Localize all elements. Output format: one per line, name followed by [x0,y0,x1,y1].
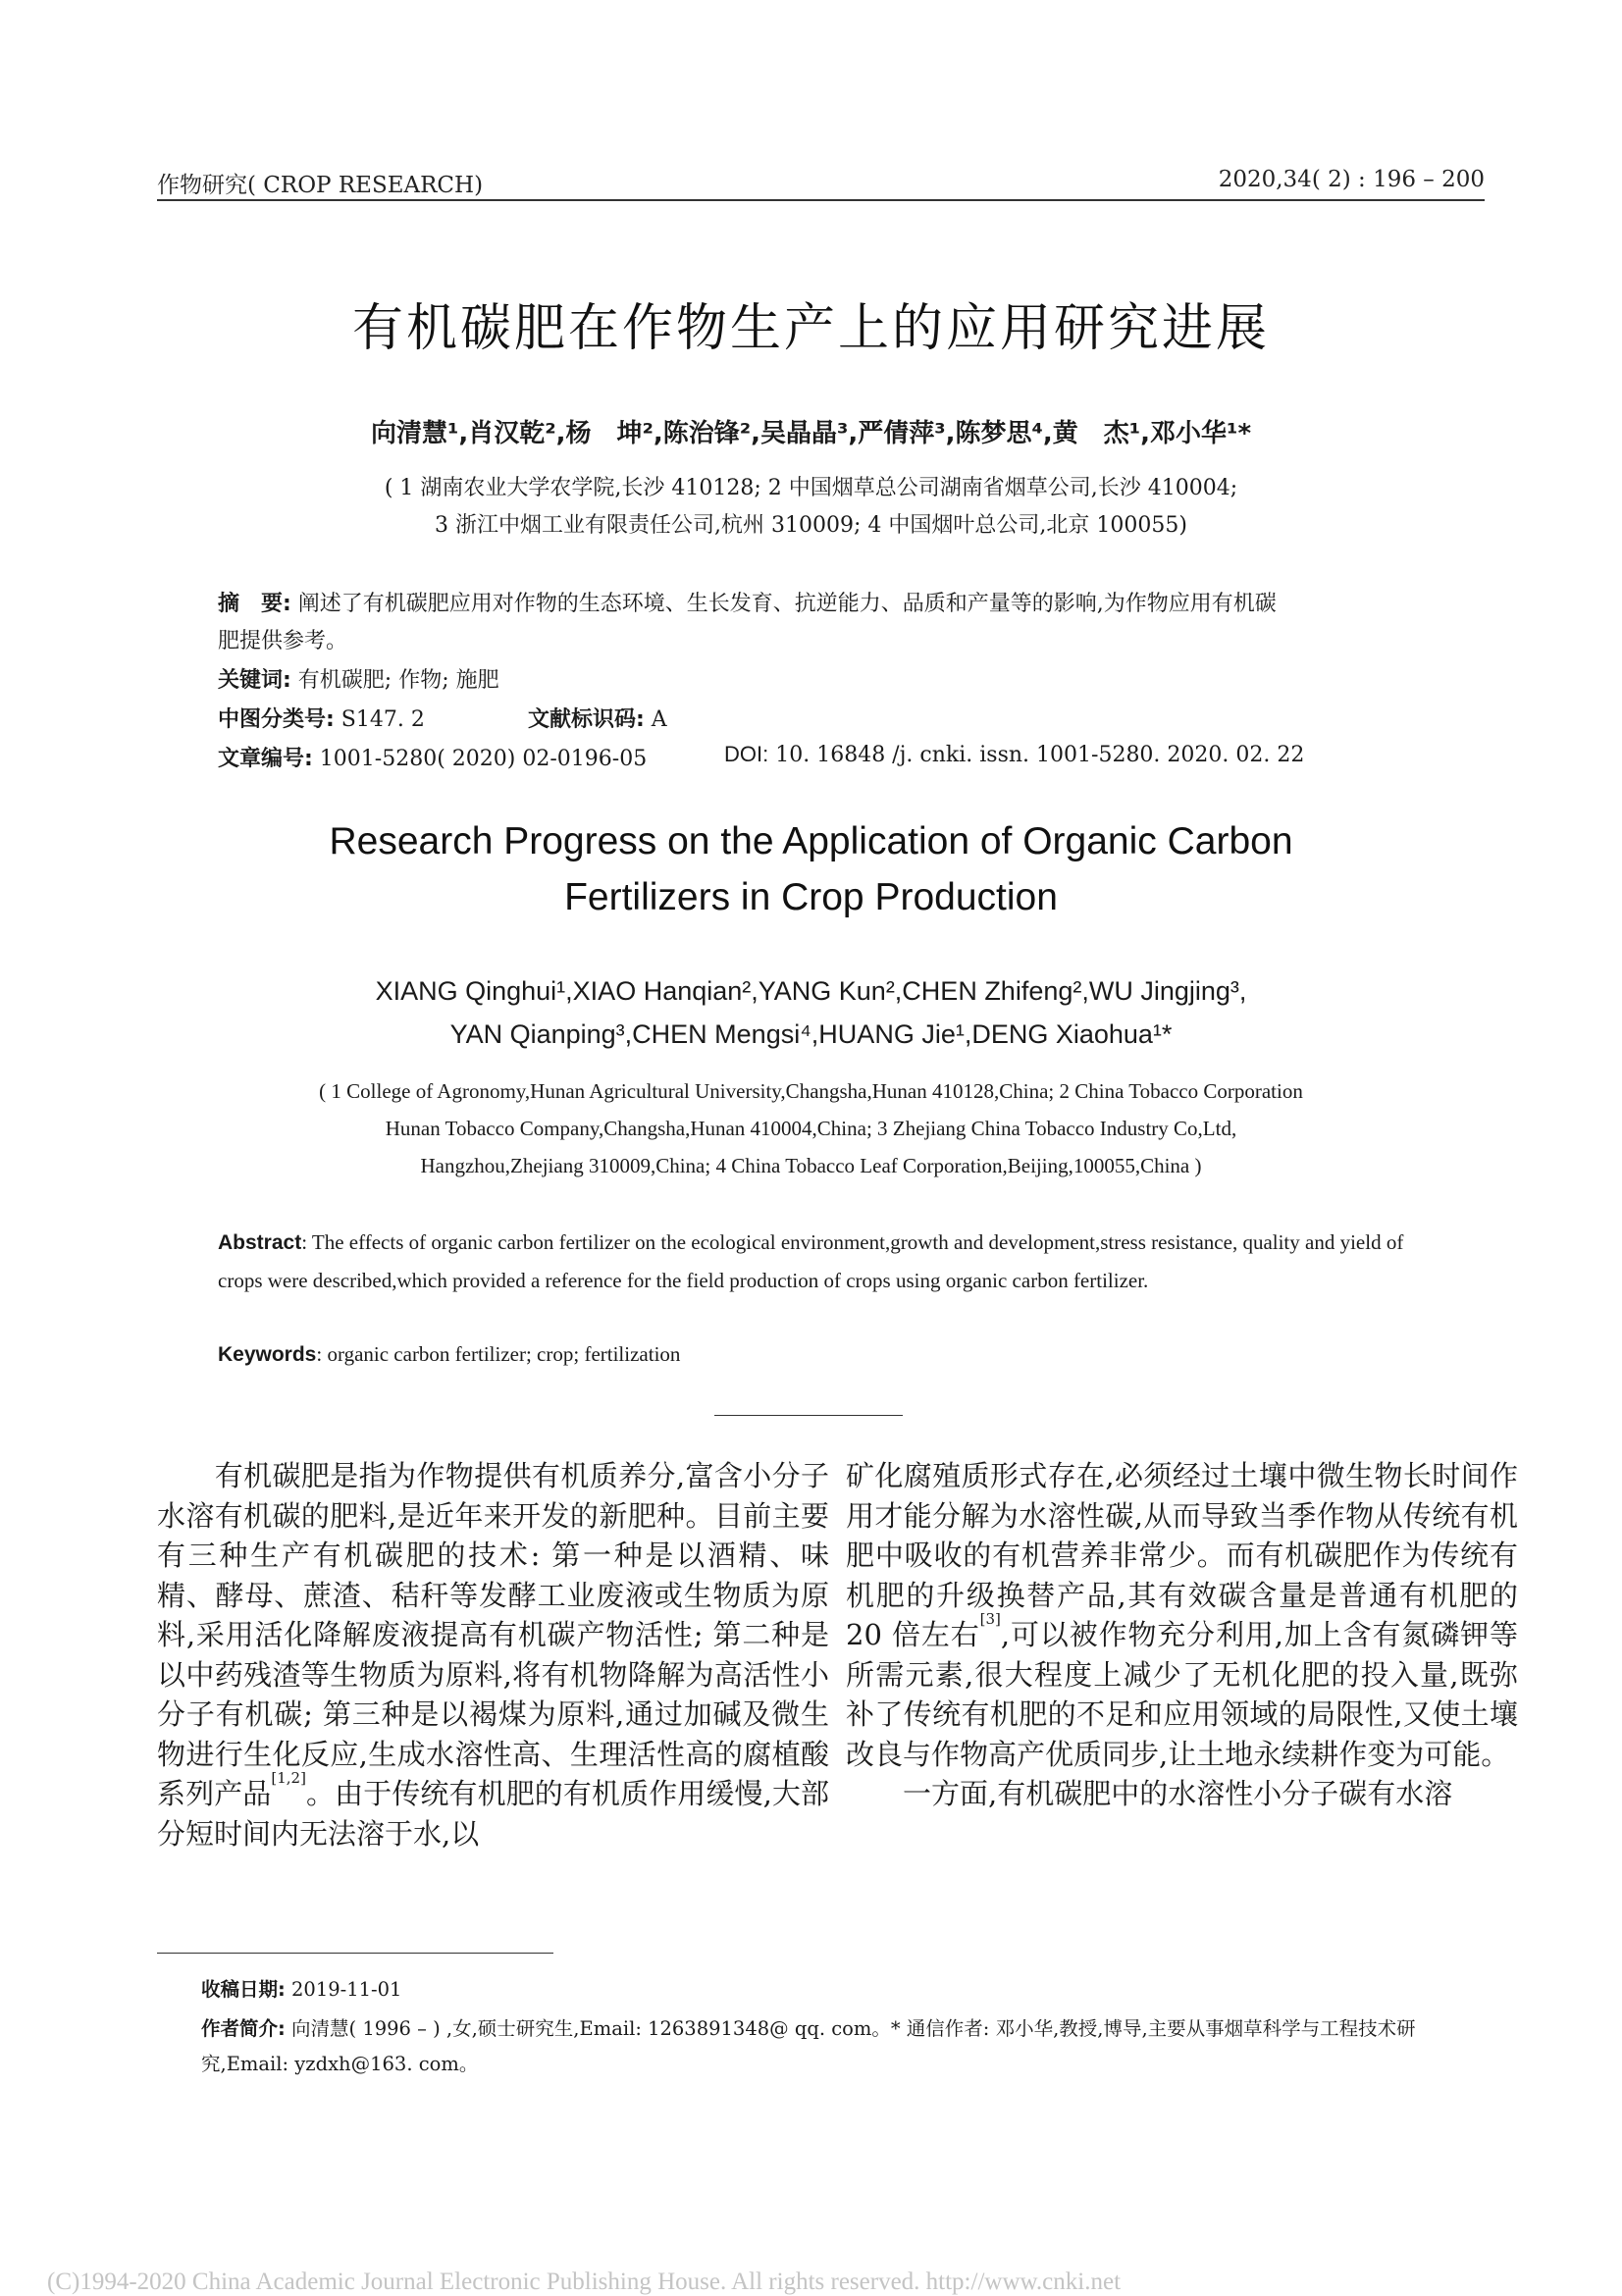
body-right-text-b: ,可以被作物充分利用,加上含有氮磷钾等所需元素,很大程度上减少了无机化肥的投入量,既弥补了传统有机肥的不足和应用领域的局限性,又使土壤改良与作物高产优质同步,让土地永续耕作变为可能。 [846,1618,1518,1771]
chinese-abstract-text-1: 阐述了有机碳肥应用对作物的生态环境、生长发育、抗逆能力、品质和产量等的影响,为作物应用有机碳 [290,592,1277,616]
header-rule [157,199,1485,201]
english-title-line-1: Research Progress on the Application of Organic Carbon [329,820,1293,862]
english-affiliation-line-2: Hunan Tobacco Company,Changsha,Hunan 410004,China; 3 Zhejiang China Tobacco Industry Co,Ltd, [385,1117,1237,1140]
english-keywords-value: : organic carbon fertilizer; crop; fertilization [316,1342,681,1366]
english-title-line-2: Fertilizers in Crop Production [564,876,1058,918]
doi-value: 10. 16848 /j. cnki. issn. 1001-5280. 2020. 02. 22 [768,743,1305,767]
document-code-value: A [644,707,667,732]
clc-value: S147. 2 [334,707,425,732]
citation-info: 2020,34( 2) : 196 – 200 [1218,167,1485,192]
english-authors-line-1: XIANG Qinghui¹,XIAO Hanqian²,YANG Kun²,CHEN Zhifeng²,WU Jingjing³, [375,976,1247,1006]
body-paragraph-1-continued [846,1456,1518,1774]
body-paragraph-1 [157,1456,829,1853]
chinese-title: 有机碳肥在作物生产上的应用研究进展 [351,299,1270,358]
received-value: 2019-11-01 [285,1978,402,2001]
section-separator [714,1415,903,1416]
journal-name: 作物研究( CROP RESEARCH) [157,173,484,198]
body-right-column [846,1456,1518,1814]
chinese-authors: 向清慧¹,肖汉乾²,杨 坤²,陈治锋²,吴晶晶³,严倩萍³,陈梦思⁴,黄 杰¹,邓小华¹* [370,419,1252,448]
chinese-keywords [218,663,499,694]
body-right-text-a: 矿化腐殖质形式存在,必须经过土壤中微生物长时间作用才能分解为水溶性碳,从而导致当季作物从传统有机肥中吸收的有机营养非常少。而有机碳肥作为传统有机肥的升级换替产品,其有效碳含量是普通有机肥的 20 倍左右 [846,1459,1518,1651]
english-keywords [218,1335,1425,1374]
citation-1-2: [1,2] [271,1769,306,1787]
citation-3: [3] [979,1610,1001,1628]
copyright-notice: (C)1994-2020 China Academic Journal Electronic Publishing House. All rights reserved. http://www.cnki.net [47,2269,1122,2295]
chinese-keywords-value: 有机碳肥; 作物; 施肥 [290,668,499,693]
body-left-text-a: 有机碳肥是指为作物提供有机质养分,富含小分子水溶有机碳的肥料,是近年来开发的新肥种。目前主要有三种生产有机碳肥的技术: 第一种是以酒精、味精、酵母、蔗渣、秸秆等发酵工业废液或生物质为原料,采用活化降解废液提高有机碳产物活性; 第二种是以中药残渣等生物质为原料,将有机物降解为高活性小分子有机碳; 第三种是以褐煤为原料,通过加碱及微生物进行生化反应,生成水溶性高、生理活性高的腐植酸系列产品 [157,1459,829,1810]
chinese-abstract-line-1 [218,587,1277,617]
chinese-keywords-label: 关键词: [218,668,291,693]
received-label: 收稿日期: [201,1978,286,2001]
chinese-affiliation-line-1: ( 1 湖南农业大学农学院,长沙 410128; 2 中国烟草总公司湖南省烟草公司,长沙 410004; [384,476,1238,500]
english-abstract [218,1224,1425,1299]
document-code [528,703,667,733]
doi-label: DOI: [724,742,769,766]
received-date [201,1972,1487,2008]
clc-label: 中图分类号: [218,707,335,732]
document-code-label: 文献标识码: [528,707,645,732]
footnote-rule [157,1953,553,1954]
body-left-column [157,1456,829,1853]
article-number-label: 文章编号: [218,747,313,771]
chinese-abstract-label: 摘 要: [218,592,291,616]
english-abstract-label: Abstract [218,1231,302,1254]
article-number [218,742,647,772]
english-affiliation-line-3: Hangzhou,Zhejiang 310009,China; 4 China Tobacco Leaf Corporation,Beijing,100055,China ) [420,1154,1202,1177]
english-keywords-label: Keywords [218,1343,317,1366]
author-bio-text: 向清慧( 1996 – ) ,女,硕士研究生,Email: 1263891348@ qq. com。* 通信作者: 邓小华,教授,博导,主要从事烟草科学与工程技术研究,Email: yzdxh@163. com。 [201,2017,1416,2075]
english-authors-line-2: YAN Qianping³,CHEN Mengsi⁴,HUANG Jie¹,DENG Xiaohua¹* [449,1019,1173,1049]
body-paragraph-2: 一方面,有机碳肥中的水溶性小分子碳有水溶 [846,1777,1453,1810]
author-bio [201,2011,1487,2082]
author-bio-label: 作者简介: [201,2017,286,2040]
english-abstract-text: : The effects of organic carbon fertilizer on the ecological environment,growth and development,stress resistance, quality and yield of crops were described,which provided a reference for the field production of crops using organic carbon fertilizer. [218,1230,1404,1292]
article-number-value: 1001-5280( 2020) 02-0196-05 [312,747,648,771]
body-left-text-b: 。由于传统有机肥的有机质作用缓慢,大部分短时间内无法溶于水,以 [157,1777,829,1851]
chinese-abstract-line-2: 肥提供参考。 [218,629,348,653]
english-affiliation-line-1: ( 1 College of Agronomy,Hunan Agricultural University,Changsha,Hunan 410128,China; 2 China Tobacco Corporation [319,1079,1303,1103]
doi [724,742,1304,767]
clc-number [218,703,425,733]
chinese-affiliation-line-2: 3 浙江中烟工业有限责任公司,杭州 310009; 4 中国烟叶总公司,北京 100055) [435,513,1187,538]
